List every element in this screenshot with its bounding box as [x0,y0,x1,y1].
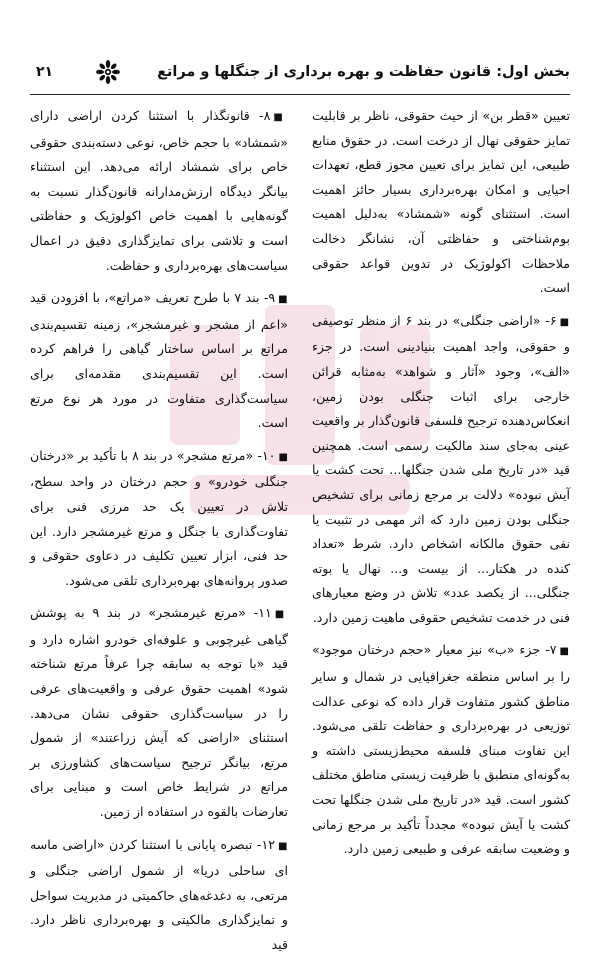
right-column [312,104,570,857]
paragraph-r2 [312,309,570,631]
page-header [30,58,570,92]
paragraph-l1 [30,104,288,278]
square-bullet-icon: ■ [273,112,288,123]
paragraph-l2 [30,286,288,436]
paragraph-r3 [312,638,570,861]
running-title: بخش اول: قانون حفاظت و بهره برداری از جنگلها و مراتع [157,64,570,80]
paragraph-text: ۸- قانونگذار با استثنا کردن اراضی دارای «شمشاد» با حجم خاص، نوعی دسته‌بندی حقوقی خاص برای شمشاد ارائه می‌دهد. این استثناء بیانگر دیدگاه ارزش‌مدارانه قانون‌گذار نسبت به گونه‌هایی با اهمیت خاص اکولوژیک و حفاظتی است و تلاشی برای تمایزگذاری دقیق در اعمال سیاست‌های بهره‌برداری و حفاظت. [30,108,288,273]
paragraph-text: ۱۱- «مرتع غیرمشجر» در بند ۹ به پوشش گیاهی غیرچوبی و علوفه‌ای خودرو اشاره دارد و قید «با توجه به سابقه چرا عرفاً مرتع شناخته شود» اهمیت حقوق عرفی و واقعیت‌های عرفی را در سیاست‌گذاری حقوقی نشان می‌دهد. استثنای «اراضی که آیش زراعتند» از شمول مرتع، بیانگر ترجیح سیاست‌های کشاورزی بر مراتع در شرایط خاص است و مبنایی برای تعارضات بالقوه در استفاده از زمین. [30,605,288,820]
flower-ornament-icon [95,59,121,85]
square-bullet-icon: ■ [559,646,570,658]
paragraph-text: تعیین «قطر بن» از حیث حقوقی، ناظر بر قابلیت تمایز حقوقی نهال از درخت است. در حقوق منابع طبیعی، این تمایز برای تعیین مجوز قطع، تعهدات احیایی و امکان بهره‌برداری بسیار حائز اهمیت است. استثنای گونه «شمشاد» به‌دلیل اهمیت بوم‌شناختی و حفاظتی آن، نشانگر دخالت ملاحظات اکولوژیک در تدوین قواعد حقوقی است. [312,108,570,296]
paragraph-text: ۱۲- تبصره پایانی با استثنا کردن «اراضی ماسه ای ساحلی دریا» از شمول اراضی جنگلی و مرتعی، به دغدغه‌های حاکمیتی در مدیریت سواحل و تمایزگذاری مالکیتی و بهره‌برداری ناظر دارد. قید [30,836,288,952]
paragraph-l3 [30,444,288,594]
paragraph-l4 [30,601,288,824]
page-number: ۲۱ [36,64,54,80]
left-column [30,104,289,952]
paragraph-r1 [312,104,570,301]
square-bullet-icon: ■ [278,451,288,463]
paragraph-text: ۷- جزء «ب» نیز معیار «حجم درختان موجود» را بر اساس منطقه جغرافیایی در شمال و سایر مناطق کشور متفاوت قرار داده که نوعی عدالت توزیعی در بهره‌برداری و حفاظت تلقی می‌شود. این تفاوت مبنای فلسفه محیط‌زیستی داشته و به‌گونه‌ای منطبق با ظرفیت زیستی مناطق مختلف کشور است. قید «در تاریخ ملی شدن جنگلها تحت کشت یا آیش نبوده» مجدداً تأکید بر مرجع زمانی و وضعیت سابقه عرفی و طبیعی زمین دارد. [312,642,570,857]
paragraph-text: ۱۰- «مرتع مشجر» در بند ۸ با تأکید بر «درختان جنگلی خودرو» و حجم درختان در واحد سطح، تلاش در تعیین یک حد مرزی فنی برای تفاوت‌گذاری با جنگل و مرتع غیرمشجر دارد. این حد فنی، ابزار تعیین تکلیف در دعاوی حقوقی و صدور پروانه‌های بهره‌برداری تلقی می‌شود. [30,447,288,588]
paragraph-l5 [30,833,288,958]
square-bullet-icon: ■ [278,294,289,306]
square-bullet-icon: ■ [277,840,289,852]
square-bullet-icon: ■ [274,609,289,621]
square-bullet-icon: ■ [559,316,570,328]
paragraph-text: ۶- «اراضی جنگلی» در بند ۶ از منظر توصیفی و حقوقی، واجد اهمیت بنیادینی است. در جزء «الف»، وجود «آثار و شواهد» به‌مثابه قرائن خارجی برای اثبات جنگلی بودن زمین، انعکاس‌دهنده ترجیح فلسفی قانون‌گذار بر واقعیت عینی به‌جای سند مالکیت رسمی است. همچنین قید «در تاریخ ملی شدن جنگلها... تحت کشت یا آیش نبوده» دلالت بر مرجع زمانی برای تشخیص جنگلی بودن زمین دارد که اثر مهمی در تثبیت یا نفی حقوق مالکانه اشخاص دارد. شرط «تعداد کنده در هکتار... از بیست و... نهال یا بوته جنگلی... از یکصد عدد» تلاش در وضع معیارهای فنی در خدمت تشخیص حقوقی ماهیت زمین دارد. [312,312,570,625]
paragraph-text: ۹- بند ۷ با طرح تعریف «مراتع»، با افزودن قید «اعم از مشجر و غیرمشجر»، زمینه تقسیم‌بندی مراتع بر اساس ساختار گیاهی را فراهم کرده است. این تقسیم‌بندی مقدمه‌ای برای سیاست‌گذاری متفاوت در مورد هر نوع مرتع است. [30,290,288,431]
header-rule [30,94,570,95]
